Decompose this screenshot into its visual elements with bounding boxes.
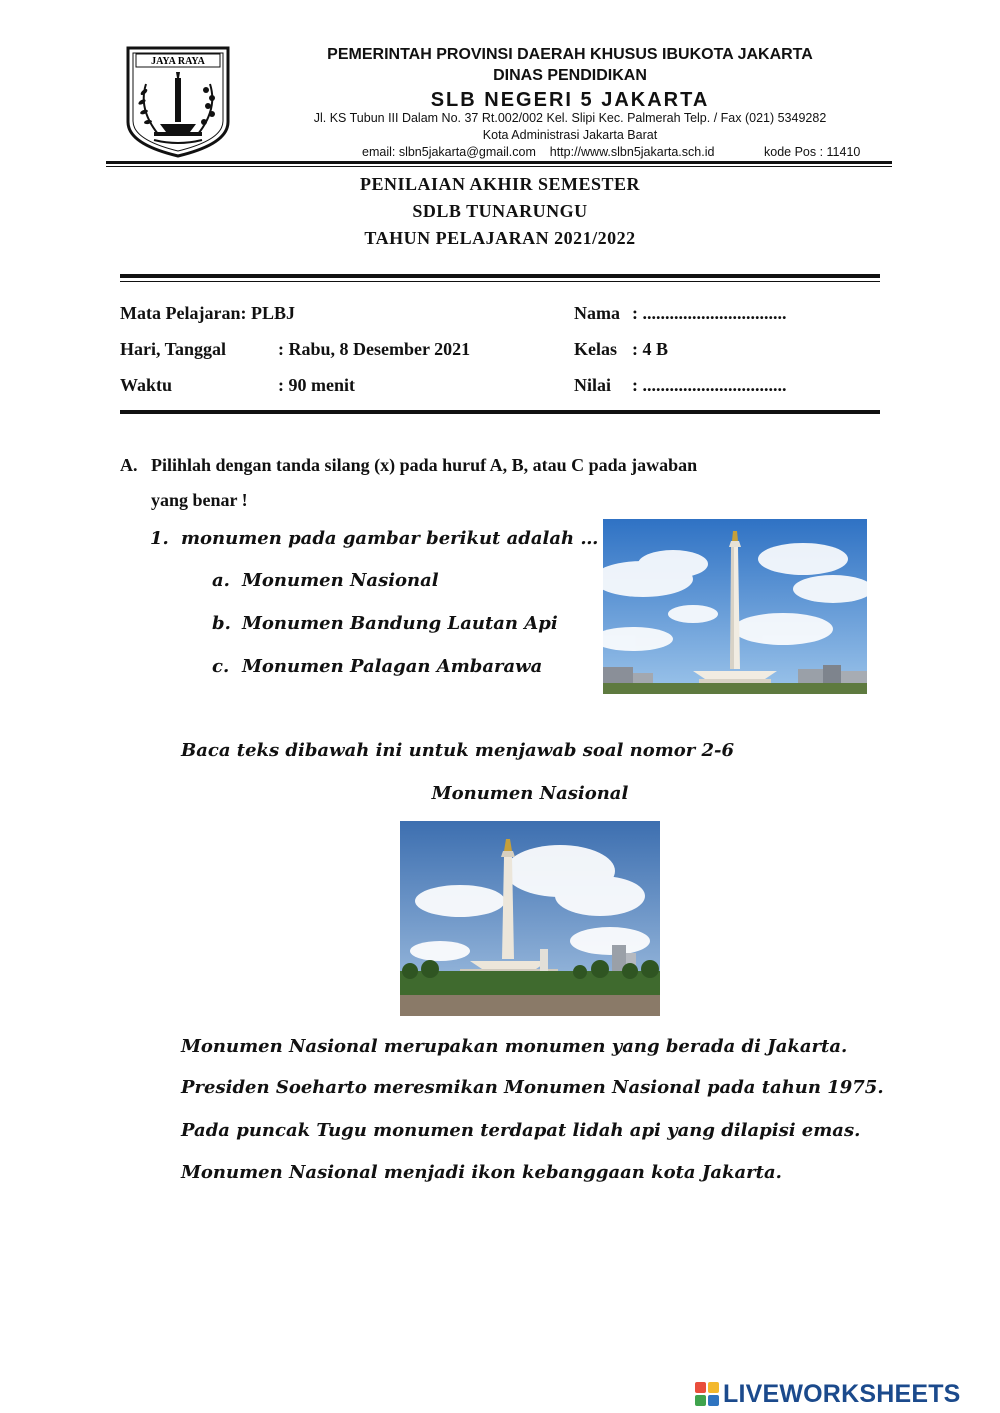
subject-label: Mata Pelajaran <box>120 303 241 323</box>
score-label: Nilai <box>574 375 612 395</box>
section-instruction-line1: Pilihlah dengan tanda silang (x) pada huruf A, B, atau C pada jawaban <box>151 455 698 475</box>
reading-sentence-4: Monumen Nasional menjadi ikon kebanggaan kota Jakarta. <box>181 1162 782 1183</box>
postal-code: kode Pos : 11410 <box>764 145 861 159</box>
exam-title-line1: PENILAIAN AKHIR SEMESTER <box>359 174 641 194</box>
option-a-letter[interactable]: a. <box>212 570 230 591</box>
reading-title: Monumen Nasional <box>431 783 629 804</box>
question-number: 1. <box>150 528 169 549</box>
info-bottom-divider <box>120 410 880 414</box>
option-b-text[interactable]: Monumen Bandung Lautan Api <box>242 613 558 634</box>
reading-sentence-1: Monumen Nasional merupakan monumen yang berada di Jakarta. <box>181 1036 848 1057</box>
liveworksheets-watermark <box>694 1377 961 1411</box>
option-a-text[interactable]: Monumen Nasional <box>242 570 439 591</box>
question-text: monumen pada gambar berikut adalah … <box>181 528 599 549</box>
letterhead-divider <box>106 161 892 164</box>
monas-photo-2 <box>400 821 660 1016</box>
score-field[interactable]: : ................................ <box>632 375 787 395</box>
reading-instruction: Baca teks dibawah ini untuk menjawab soal nomor 2-6 <box>181 740 735 761</box>
exam-title-line2: SDLB TUNARUNGU <box>412 201 588 221</box>
subject-value: : PLBJ <box>240 303 295 323</box>
exam-title-line3: TAHUN PELAJARAN 2021/2022 <box>364 228 636 248</box>
government-name: PEMERINTAH PROVINSI DAERAH KHUSUS IBUKOTA JAKARTA <box>327 46 813 63</box>
option-b-letter[interactable]: b. <box>212 613 231 634</box>
section-instruction-line2: yang benar ! <box>151 490 248 510</box>
option-c-text[interactable]: Monumen Palagan Ambarawa <box>242 656 543 677</box>
class-label: Kelas <box>574 339 617 359</box>
svg-text:JAYA RAYA: JAYA RAYA <box>151 56 205 67</box>
address-line1: Jl. KS Tubun III Dalam No. 37 Rt.002/002 Kel. Slipi Kec. Palmerah Telp. / Fax (021) 5349282 <box>313 111 827 125</box>
contact-info: email: slbn5jakarta@gmail.com http://www.slbn5jakarta.sch.id <box>362 145 715 159</box>
address-line2: Kota Administrasi Jakarta Barat <box>482 128 658 142</box>
section-letter: A. <box>120 455 138 475</box>
office-name: DINAS PENDIDIKAN <box>493 67 647 84</box>
jakarta-coat-of-arms-logo <box>124 44 232 160</box>
liveworksheets-logo-icon <box>694 1381 720 1407</box>
monas-photo <box>603 519 867 694</box>
info-top-divider-thin <box>120 281 880 282</box>
reading-sentence-3: Pada puncak Tugu monumen terdapat lidah api yang dilapisi emas. <box>181 1120 861 1141</box>
name-field[interactable]: : ................................ <box>632 303 787 323</box>
watermark-text: LIVEWORKSHEETS <box>723 1379 961 1408</box>
reading-sentence-2: Presiden Soeharto meresmikan Monumen Nasional pada tahun 1975. <box>181 1077 884 1098</box>
time-label: Waktu <box>120 375 173 395</box>
letterhead-divider-thin <box>106 166 892 167</box>
subject-row <box>120 303 295 324</box>
info-top-divider <box>120 274 880 278</box>
date-label: Hari, Tanggal <box>120 339 227 359</box>
date-value: : Rabu, 8 Desember 2021 <box>278 339 471 359</box>
class-value: : 4 B <box>632 339 668 359</box>
school-name: SLB NEGERI 5 JAKARTA <box>430 89 710 111</box>
name-label: Nama <box>574 303 620 323</box>
time-value: : 90 menit <box>278 375 355 395</box>
option-c-letter[interactable]: c. <box>212 656 230 677</box>
